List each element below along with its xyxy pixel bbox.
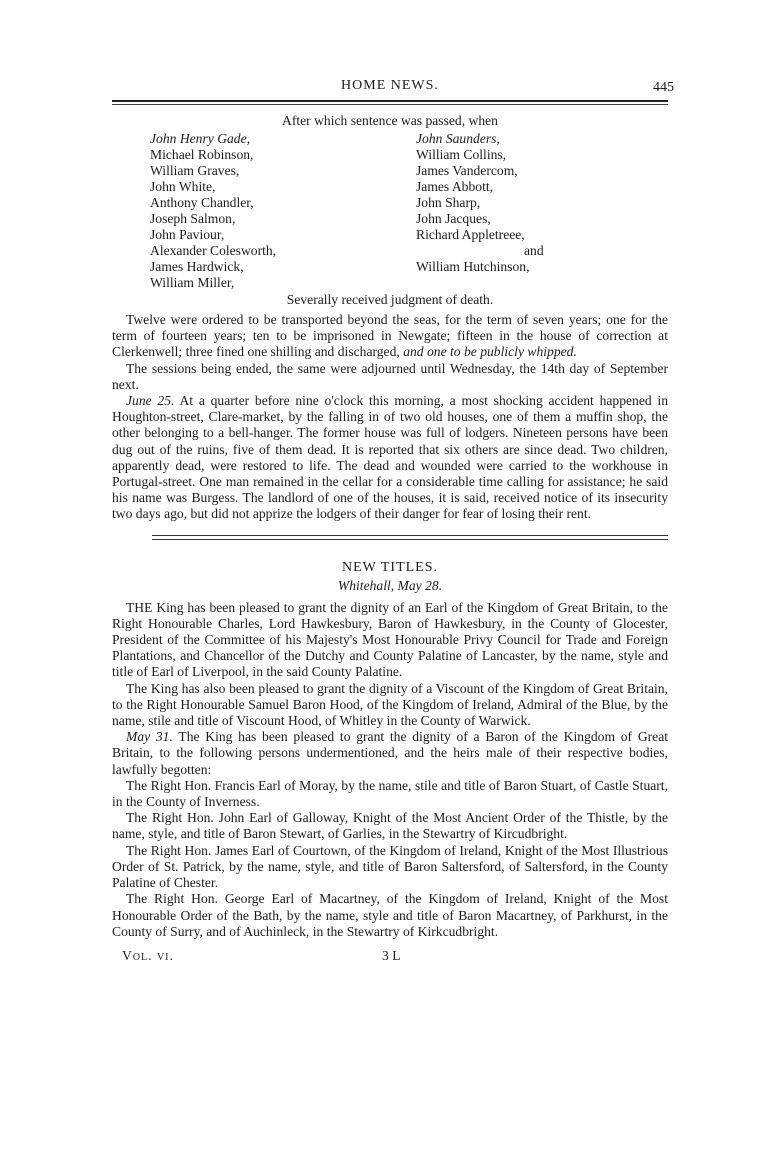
accident-text: At a quarter before nine o'clock this morning, a most shocking accident happened in Houghton-street, Clare-market, by the falling in of two old houses, one of them a muffin shop, the other belonging to a bell-hanger. The former house was full of lodgers. Nineteen persons have been dug out of the ruins, five of them dead. It is reported that six others are since dead. Two children, apparently dead, were restored to life. The dead and wounded were carried to the workhouse in Portugal-street. One man remained in the cellar for a considerable time calling for assistance; he said his name was Burgess. The landlord of one of the houses, it is said, received notice of its insecurity two days ago, but did not apprize the lodgers of their danger for fear of losing their rent.: [112, 393, 669, 522]
name-entry: John White,: [150, 179, 216, 194]
name-entry: John Sharp,: [416, 195, 481, 210]
galloway-paragraph: The Right Hon. John Earl of Galloway, Knight of the Most Ancient Order of the Thistle, by the name, style, and title of Baron Stewart, of Garlies, in the Stewartry of Kircudbright.: [112, 810, 668, 842]
whipped-text: and one to be publicly whipped.: [403, 344, 577, 360]
divider-rule-top: [152, 535, 668, 536]
header-rule-thin: [112, 104, 668, 105]
page-footer: [112, 946, 668, 966]
judgment-line: Severally received judgment of death.: [286, 292, 494, 307]
dateline: Whitehall, May 28.: [337, 577, 443, 593]
sentence-intro: After which sentence was passed, when: [282, 113, 498, 128]
name-entry: William Collins,: [416, 147, 507, 162]
hood-paragraph: The King has also been pleased to grant the dignity of a Viscount of the Kingdom of Great Britain, to the Right Honourable Samuel Baron Hood, of the Kingdom of Ireland, Admiral of the Blue, by the name, stile and title of Viscount Hood, of Whitley in the County of Warwick.: [112, 680, 668, 729]
name-entry: Michael Robinson,: [150, 147, 254, 162]
name-entry: Anthony Chandler,: [150, 195, 254, 210]
page: [112, 74, 674, 966]
conjunction: and: [524, 243, 544, 258]
name-entry: James Hardwick,: [150, 259, 244, 274]
signature-mark: 3 L: [382, 947, 401, 963]
name-entry: William Miller,: [150, 275, 235, 290]
header-rule-thick: [112, 100, 668, 102]
page-number: 445: [653, 80, 674, 95]
name-entry: John Paviour,: [150, 227, 225, 242]
name-entry: Richard Appletreee,: [416, 227, 525, 242]
sentences-text: Twelve were ordered to be transported beyond the seas, for the term of seven years; one for the term of fourteen years; ten to be imprisoned in Newgate; fifteen in the house of correction at Clerkenwell; three fined one shilling and discharged,: [112, 312, 668, 360]
running-title: HOME NEWS.: [341, 78, 439, 93]
condemned-names: [150, 131, 668, 291]
accident-date: June 25.: [126, 393, 175, 409]
names-right-column: [416, 131, 666, 291]
name-entry: William Graves,: [150, 163, 240, 178]
name-entry: James Vandercom,: [416, 163, 518, 178]
name-entry: John Jacques,: [416, 211, 491, 226]
running-head: [112, 74, 674, 98]
barons-date: May 31.: [126, 729, 173, 745]
macartney-paragraph: The Right Hon. George Earl of Macartney, of the Kingdom of Ireland, Knight of the Most Honourable Order of the Bath, by the name, style and title of Baron Macartney, of Parkhurst, in the County of Surry, and of Auchinleck, in the Stewartry of Kirkcudbright.: [112, 891, 668, 939]
name-entry: Alexander Colesworth,: [150, 243, 277, 258]
moray-paragraph: The Right Hon. Francis Earl of Moray, by the name, stile and title of Baron Stuart, of Castle Stuart, in the County of Inverness.: [112, 777, 668, 810]
name-entry: John Saunders,: [416, 131, 500, 146]
divider-rule-bottom: [152, 539, 668, 540]
sentences-paragraph: [112, 312, 668, 361]
name-entry: James Abbott,: [416, 179, 494, 194]
section-divider: [152, 535, 668, 540]
sessions-paragraph: The sessions being ended, the same were adjourned until Wednesday, the 14th day of September next.: [112, 360, 668, 392]
name-entry: William Hutchinson,: [416, 259, 530, 274]
names-left-column: [150, 131, 416, 291]
volume-mark: Vol. vi.: [122, 947, 174, 963]
name-entry: John Henry Gade,: [150, 131, 251, 146]
section-heading: NEW TITLES.: [341, 559, 439, 575]
courtown-paragraph: The Right Hon. James Earl of Courtown, of the Kingdom of Ireland, Knight of the Most Illustrious Order of St. Patrick, by the name, style, and title of Baron Saltersford, of Saltersford, in the County Palatine of Chester.: [112, 842, 668, 891]
barons-text: The King has been pleased to grant the dignity of a Baron of the Kingdom of Great Britain, to the following persons undermentioned, and the heirs male of their respective bodies, lawfully begotten:: [112, 729, 669, 777]
barons-paragraph: [112, 729, 668, 778]
liverpool-paragraph: THE King has been pleased to grant the dignity of an Earl of the Kingdom of Great Britain, to the Right Honourable Charles, Lord Hawkesbury, Baron of Hawkesbury, in the County of Glocester, President of the Committee of his Majesty's Most Honourable Privy Council for Trade and Foreign Plantations, and Chancellor of the Dutchy and County Palatine of Lancaster, by the name, style and title of Earl of Liverpool, in the said County Palatine.: [112, 599, 668, 680]
name-entry: Joseph Salmon,: [150, 211, 236, 226]
accident-paragraph: [112, 393, 668, 523]
